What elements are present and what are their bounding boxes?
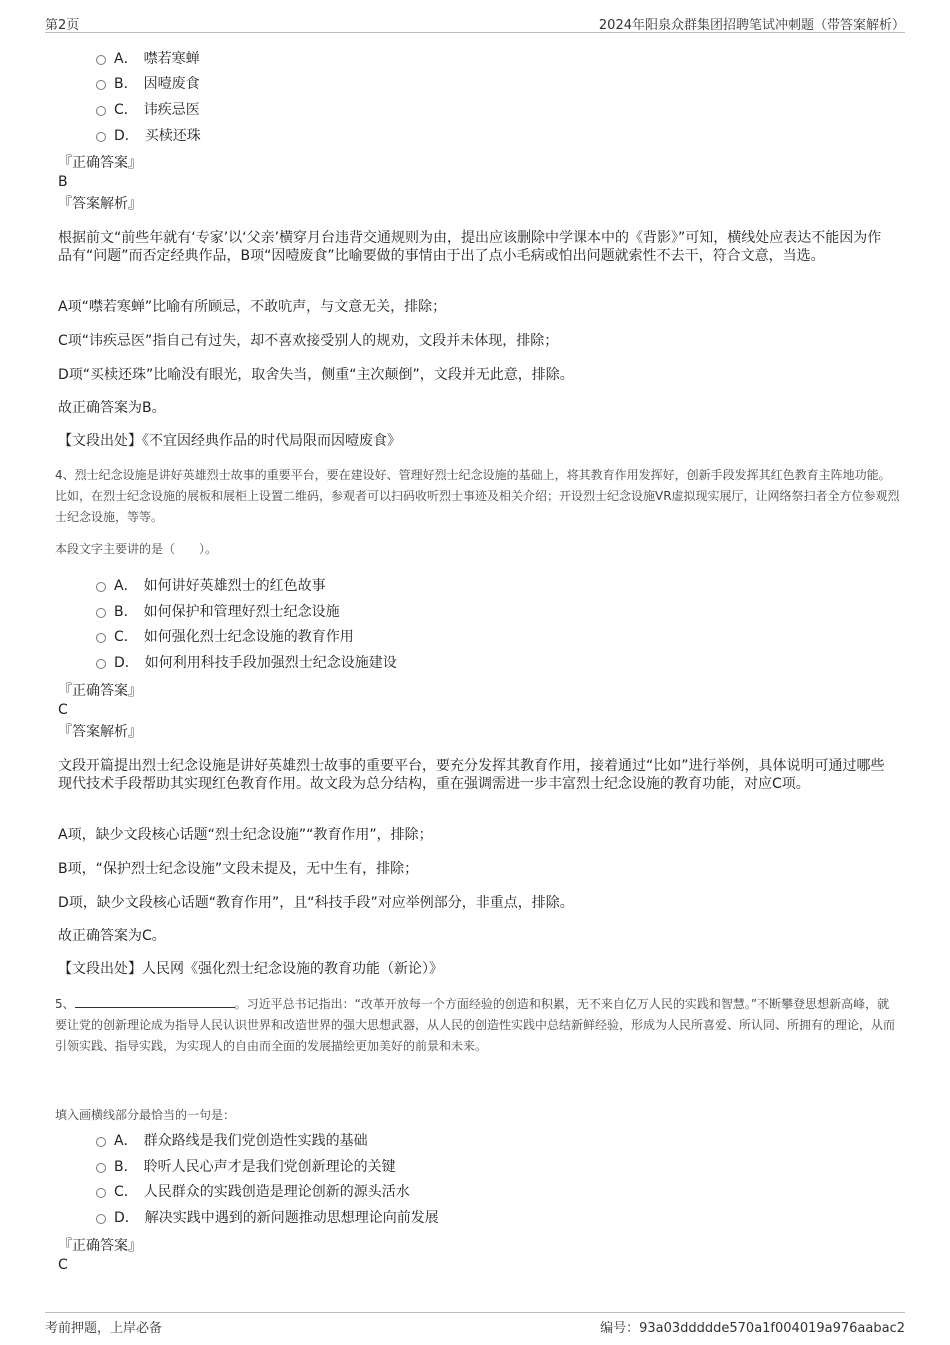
q3-answer-label: 『正确答案』 [58, 155, 142, 171]
q5-answer-label: 『正确答案』 [58, 1238, 142, 1254]
q4-conclusion: 故正确答案为C。 [58, 928, 166, 944]
q4-answer: C [58, 702, 68, 718]
q4-answer-label: 『正确答案』 [58, 683, 142, 699]
q4-analysis-a: A项，缺少文段核心话题“烈士纪念设施”“教育作用”，排除； [58, 827, 433, 843]
radio-icon[interactable] [96, 1163, 106, 1173]
q4-analysis-label: 『答案解析』 [58, 724, 142, 740]
q3-analysis-main: 根据前文“前些年就有‘专家’以‘父亲’横穿月台违背交通规则为由，提出应该删除中学课本中的《背影》”可知，横线处应表达不能因为作品有“问题”而否定经典作品，B项“因噎废食”比喻要做的事情由于出了点小毛病或怕出问题就索性不去干，符合文意，当选。 [58, 230, 882, 264]
q4-analysis-main: 文段开篇提出烈士纪念设施是讲好英雄烈士故事的重要平台，要充分发挥其教育作用，接着通过“比如”进行举例，具体说明可通过哪些现代技术手段帮助其实现红色教育作用。故文段为总分结构，重在强调需进一步丰富烈士纪念设施的教育功能，对应C项。 [58, 758, 885, 792]
q3-analysis-d: D项“买椟还珠”比喻没有眼光，取舍失当，侧重“主次颠倒”，文段并无此意，排除。 [58, 367, 574, 383]
q5-option-a[interactable]: A． 群众路线是我们党创造性实践的基础 [96, 1131, 368, 1151]
footer-slogan: 考前押题，上岸必备 [45, 1321, 163, 1336]
q3-source: 【文段出处】《不宜因经典作品的时代局限而因噎废食》 [58, 433, 401, 449]
page-number: 第2页 [45, 18, 80, 33]
q5-option-c[interactable]: C． 人民群众的实践创造是理论创新的源头活水 [96, 1182, 410, 1202]
q5-option-b[interactable]: B． 聆听人民心声才是我们党创新理论的关键 [96, 1157, 396, 1177]
q3-option-d[interactable]: D． 买椟还珠 [96, 126, 201, 146]
q4-source: 【文段出处】人民网《强化烈士纪念设施的教育功能（新论）》 [58, 961, 443, 977]
radio-icon[interactable] [96, 1137, 106, 1147]
q4-question-text: 4、烈士纪念设施是讲好英雄烈士故事的重要平台，要在建设好、管理好烈士纪念设施的基础上，将其教育作用发挥好，创新手段发挥其红色教育主阵地功能。比如，在烈士纪念设施的展板和展柜上设置二维码，参观者可以扫码收听烈士事迹及相关介绍；开设烈士纪念设施VR虚拟现实展厅，让网络祭扫者全方位参观烈士纪念设施，等等。 [55, 468, 900, 524]
radio-icon[interactable] [96, 582, 106, 592]
q3-analysis-c: C项“讳疾忌医”指自己有过失，却不喜欢接受别人的规劝，文段并未体现，排除； [58, 333, 559, 349]
radio-icon[interactable] [96, 608, 106, 618]
page-header [45, 12, 905, 33]
q3-analysis-a: A项“噤若寒蝉”比喻有所顾忌，不敢吭声，与文意无关，排除； [58, 299, 447, 315]
q3-answer: B [58, 174, 68, 190]
radio-icon[interactable] [96, 132, 106, 142]
q3-conclusion: 故正确答案为B。 [58, 400, 166, 416]
q3-option-a[interactable]: A． 噤若寒蝉 [96, 49, 200, 69]
q5-option-d[interactable]: D． 解决实践中遇到的新问题推动思想理论向前发展 [96, 1208, 439, 1228]
q3-option-b[interactable]: B． 因噎废食 [96, 74, 200, 94]
q4-analysis-d: D项，缺少文段核心话题“教育作用”，且“科技手段”对应举例部分，非重点，排除。 [58, 895, 574, 911]
radio-icon[interactable] [96, 106, 106, 116]
radio-icon[interactable] [96, 1214, 106, 1224]
q5-prompt: 填入画横线部分最恰当的一句是： [55, 1108, 236, 1122]
q3-analysis-label: 『答案解析』 [58, 196, 142, 212]
radio-icon[interactable] [96, 1188, 106, 1198]
document-title: 2024年阳泉众群集团招聘笔试冲刺题（带答案解析） [598, 18, 905, 33]
radio-icon[interactable] [96, 633, 106, 643]
page-footer [45, 1312, 905, 1337]
q4-option-a[interactable]: A． 如何讲好英雄烈士的红色故事 [96, 576, 326, 596]
q4-prompt: 本段文字主要讲的是（ ）。 [55, 542, 218, 556]
q3-option-c[interactable]: C． 讳疾忌医 [96, 100, 200, 120]
q4-option-c[interactable]: C． 如何强化烈士纪念设施的教育作用 [96, 627, 354, 647]
radio-icon[interactable] [96, 80, 106, 90]
q4-analysis-b: B项，“保护烈士纪念设施”文段未提及，无中生有，排除； [58, 861, 419, 877]
q5-question-text: 5、 。习近平总书记指出：“改革开放每一个方面经验的创造和积累，无不来自亿万人民的实践和智慧。”不断攀登思想新高峰，就要让党的创新理论成为指导人民认识世界和改造世界的强大思想武器，从人民的创造性实践中总结新鲜经验，形成为人民所喜爱、所认同、所拥有的理论，从而引领实践、指导实践，为实现人的自由而全面的发展描绘更加美好的前景和未来。 [55, 997, 896, 1053]
q4-option-d[interactable]: D． 如何利用科技手段加强烈士纪念设施建设 [96, 653, 397, 673]
q5-answer: C [58, 1257, 68, 1273]
fill-in-blank[interactable] [75, 995, 235, 1008]
q4-option-b[interactable]: B． 如何保护和管理好烈士纪念设施 [96, 602, 340, 622]
radio-icon[interactable] [96, 55, 106, 65]
document-code: 编号：93a03ddddde570a1f004019a976aabac2 [600, 1321, 905, 1336]
radio-icon[interactable] [96, 659, 106, 669]
